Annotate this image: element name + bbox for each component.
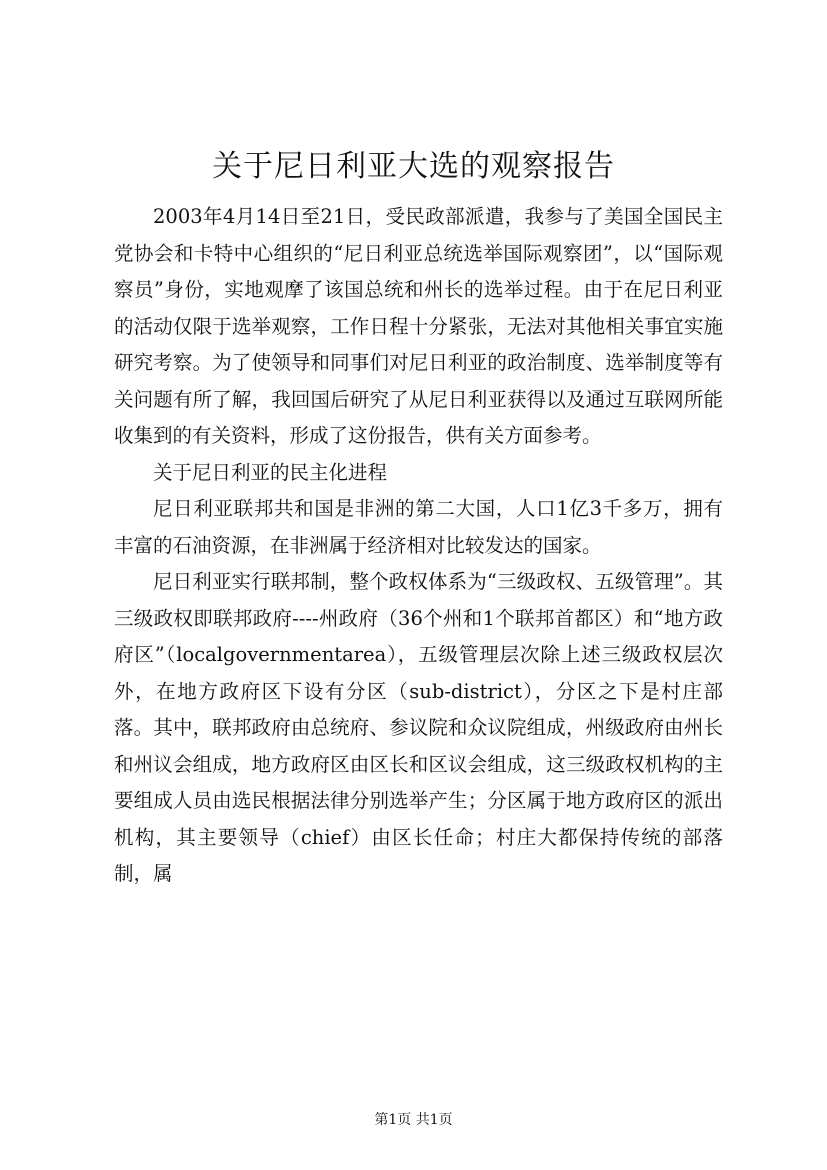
paragraph-intro: 2003年4月14日至21日，受民政部派遣，我参与了美国全国民主党协会和卡特中心组织的“尼日利亚总统选举国际观察团”，以“国际观察员”身份，实地观摩了该国总统和州长的选举过程。由于在尼日利亚的活动仅限于选举观察，工作日程十分紧张，无法对其他相关事宜实施研究考察。为了使领导和同事们对尼日利亚的政治制度、选举制度等有关问题有所了解，我回国后研究了从尼日利亚获得以及通过互联网所能收集到的有关资料，形成了这份报告，供有关方面参考。 bbox=[114, 205, 723, 447]
document-body bbox=[114, 199, 723, 893]
paragraph-federal-system: 尼日利亚实行联邦制，整个政权体系为“三级政权、五级管理”。其三级政权即联邦政府----州政府（36个州和1个联邦首都区）和“地方政府区”（localgovernmentarea），五级管理层次除上述三级政权层次外，在地方政府区下设有分区（sub-district），分区之下是村庄部落。其中，联邦政府由总统府、参议院和众议院组成，州级政府由州长和州议会组成，地方政府区由区长和区议会组成，这三级政权机构的主要组成人员由选民根据法律分别选举产生；分区属于地方政府区的派出机构，其主要领导（chief）由区长任命；村庄大都保持传统的部落制，属 bbox=[114, 570, 723, 885]
paragraph-overview: 尼日利亚联邦共和国是非洲的第二大国，人口1亿3千多万，拥有丰富的石油资源，在非洲属于经济相对比较发达的国家。 bbox=[114, 497, 723, 557]
section-heading: 关于尼日利亚的民主化进程 bbox=[153, 460, 388, 484]
page-footer: 第1页 共1页 bbox=[374, 1112, 453, 1128]
document-title: 关于尼日利亚大选的观察报告 bbox=[212, 149, 615, 184]
